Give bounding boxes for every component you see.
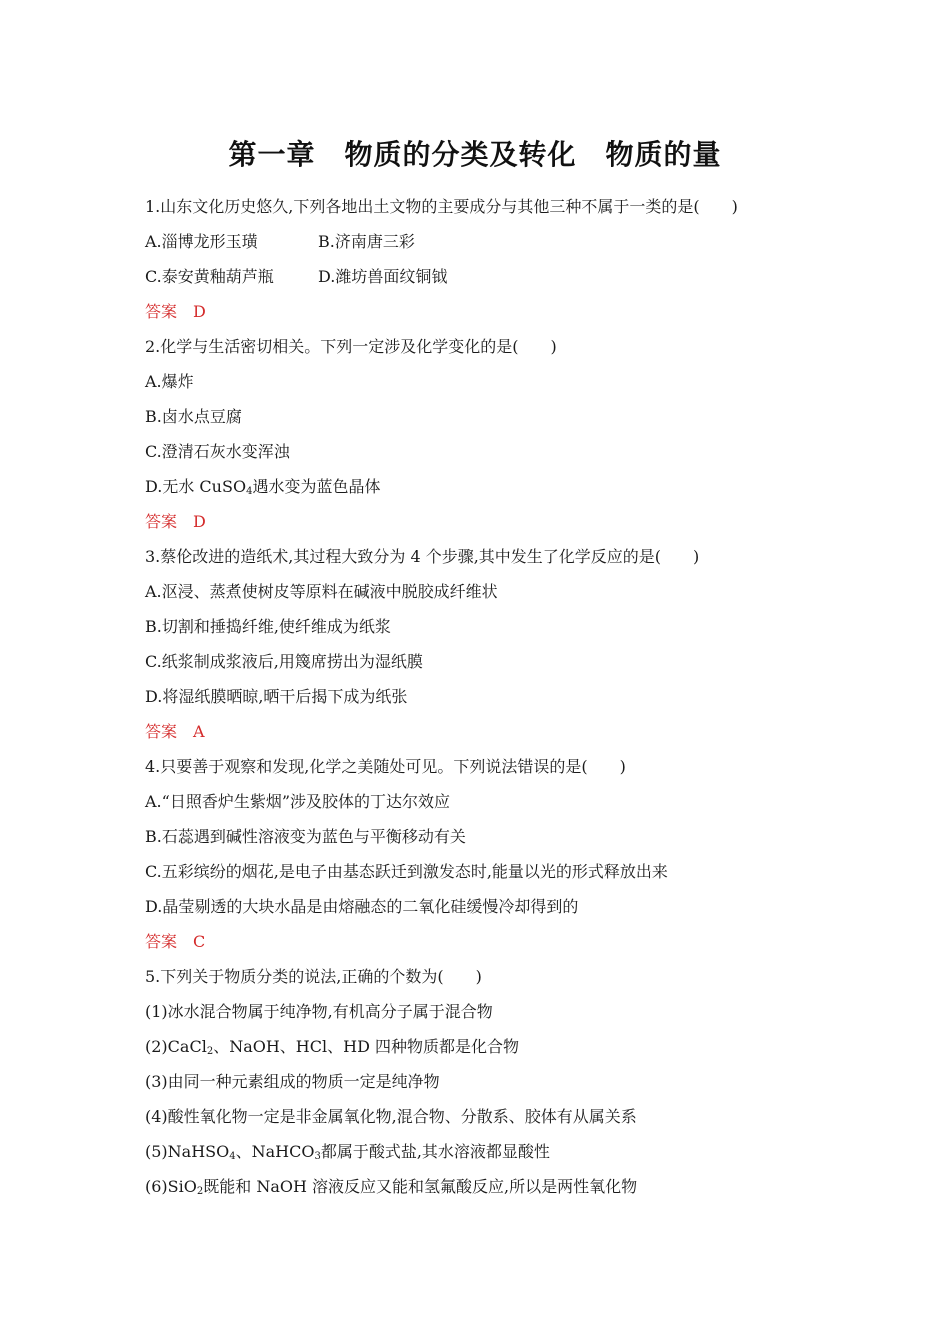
question-5-statement-2 — [145, 1033, 845, 1068]
question-3-stem: 3.蔡伦改进的造纸术,其过程大致分为 4 个步骤,其中发生了化学反应的是( ) — [145, 547, 700, 566]
statement-text-rest: 既能和 NaOH 溶液反应又能和氢氟酸反应,所以是两性氧化物 — [203, 1177, 638, 1196]
question-3-option-d: D.将湿纸膜晒晾,晒干后揭下成为纸张 — [145, 687, 408, 706]
question-1-options-row-2 — [145, 263, 845, 298]
question-1-option-b: B.济南唐三彩 — [318, 232, 415, 251]
question-list — [145, 193, 845, 1208]
question-5-statement-4: (4)酸性氧化物一定是非金属氧化物,混合物、分散系、胶体有从属关系 — [145, 1107, 637, 1126]
page-title: 第一章 物质的分类及转化 物质的量 — [228, 138, 722, 171]
statement-text: (6)SiO — [145, 1177, 197, 1196]
question-4-answer: 答案 C — [145, 932, 206, 951]
question-2-option-c: C.澄清石灰水变浑浊 — [145, 442, 290, 461]
option-d-text-rest: 遇水变为蓝色晶体 — [252, 477, 381, 496]
question-4-stem: 4.只要善于观察和发现,化学之美随处可见。下列说法错误的是( ) — [145, 757, 626, 776]
question-2-option-d — [145, 473, 845, 508]
question-4-option-a: A.“日照香炉生紫烟”涉及胶体的丁达尔效应 — [145, 792, 451, 811]
question-4-option-b: B.石蕊遇到碱性溶液变为蓝色与平衡移动有关 — [145, 827, 466, 846]
statement-text-mid: 、NaHCO — [235, 1142, 315, 1161]
option-d-text: D.无水 CuSO — [145, 477, 247, 496]
statement-text: (2)CaCl — [145, 1037, 207, 1056]
question-4-option-d: D.晶莹剔透的大块水晶是由熔融态的二氧化硅缓慢冷却得到的 — [145, 897, 579, 916]
question-1-options-row-1 — [145, 228, 845, 263]
question-4-option-c: C.五彩缤纷的烟花,是电子由基态跃迁到激发态时,能量以光的形式释放出来 — [145, 862, 668, 881]
subscript: 2 — [196, 1186, 204, 1197]
question-1-option-c: C.泰安黄釉葫芦瓶 — [145, 267, 274, 286]
statement-text: (5)NaHSO — [145, 1142, 230, 1161]
question-2-option-a: A.爆炸 — [145, 372, 194, 391]
question-3-option-b: B.切割和捶捣纤维,使纤维成为纸浆 — [145, 617, 391, 636]
subscript: 4 — [229, 1151, 236, 1162]
question-5-statement-1: (1)冰水混合物属于纯净物,有机高分子属于混合物 — [145, 1002, 493, 1021]
question-3-answer: 答案 A — [145, 722, 205, 741]
question-5-statement-6 — [145, 1173, 845, 1208]
question-3-option-c: C.纸浆制成浆液后,用篾席捞出为湿纸膜 — [145, 652, 423, 671]
statement-text-rest: 、NaOH、HCl、HD 四种物质都是化合物 — [213, 1037, 519, 1056]
question-3-option-a: A.沤浸、蒸煮使树皮等原料在碱液中脱胶成纤维状 — [145, 582, 498, 601]
question-1-answer: 答案 D — [145, 302, 206, 321]
statement-text-rest: 都属于酸式盐,其水溶液都显酸性 — [320, 1142, 550, 1161]
question-5-statement-5 — [145, 1138, 845, 1173]
question-1-option-d: D.潍坊兽面纹铜钺 — [318, 267, 448, 286]
subscript: 3 — [314, 1151, 321, 1162]
question-2-option-b: B.卤水点豆腐 — [145, 407, 242, 426]
question-1-option-a: A.淄博龙形玉璜 — [145, 232, 258, 251]
question-2-stem: 2.化学与生活密切相关。下列一定涉及化学变化的是( ) — [145, 337, 557, 356]
subscript: 4 — [246, 486, 253, 497]
question-5-stem: 5.下列关于物质分类的说法,正确的个数为( ) — [145, 967, 482, 986]
question-2-answer: 答案 D — [145, 512, 206, 531]
subscript: 2 — [206, 1046, 214, 1057]
question-5-statement-3: (3)由同一种元素组成的物质一定是纯净物 — [145, 1072, 440, 1091]
question-1-stem: 1.山东文化历史悠久,下列各地出土文物的主要成分与其他三种不属于一类的是( ) — [145, 197, 738, 216]
